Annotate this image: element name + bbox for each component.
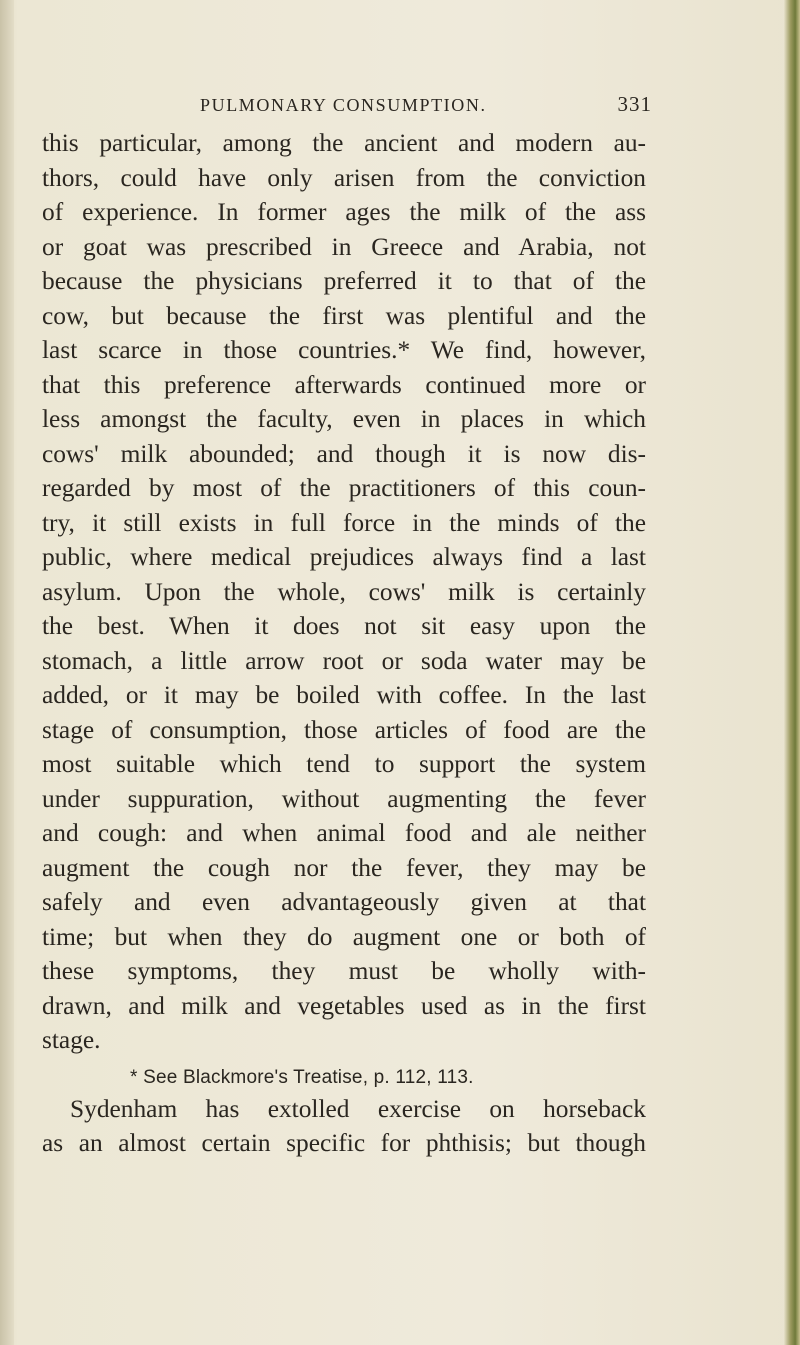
text-line: thors, could have only arisen from the conviction	[42, 163, 646, 192]
text-line: stomach, a little arrow root or soda water may be	[42, 646, 646, 675]
running-head-title: PULMONARY CONSUMPTION.	[200, 95, 487, 115]
text-line: stage of consumption, those articles of food are the	[42, 715, 646, 744]
page-right-edge	[784, 0, 800, 1345]
text-line: cow, but because the first was plentiful and the	[42, 301, 646, 330]
footnote: * See Blackmore's Treatise, p. 112, 113.	[130, 1067, 474, 1088]
text-line: most suitable which tend to support the system	[42, 750, 646, 778]
text-line: added, or it may be boiled with coffee. In the last	[42, 681, 646, 709]
text-line: the best. When it does not sit easy upon the	[42, 612, 646, 640]
text-line: of experience. In former ages the milk of the ass	[42, 198, 646, 226]
text-line: less amongst the faculty, even in places in which	[42, 405, 646, 433]
text-line: that this preference afterwards continued more or	[42, 370, 646, 399]
running-head	[200, 92, 652, 117]
text-line: and cough: and when animal food and ale neither	[42, 819, 646, 847]
text-line: cows' milk abounded; and though it is now dis-	[42, 439, 646, 468]
text-line: these symptoms, they must be wholly with-	[42, 957, 646, 985]
text-line: stage.	[42, 1026, 101, 1054]
paragraph-1	[42, 126, 646, 1058]
page-left-edge	[0, 0, 14, 1345]
text-line: or goat was prescribed in Greece and Arabia, not	[42, 232, 646, 261]
text-line: drawn, and milk and vegetables used as in the first	[42, 991, 646, 1020]
page-number: 331	[617, 92, 652, 116]
text-line: this particular, among the ancient and modern au-	[42, 129, 646, 157]
text-line: asylum. Upon the whole, cows' milk is certainly	[42, 577, 646, 606]
text-line: augment the cough nor the fever, they may be	[42, 853, 646, 882]
text-line: safely and even advantageously given at that	[42, 888, 646, 916]
text-line: last scarce in those countries.* We find, however,	[42, 336, 646, 364]
text-line: under suppuration, without augmenting the fever	[42, 784, 646, 813]
text-line: time; but when they do augment one or both of	[42, 922, 646, 951]
body-text	[42, 126, 646, 1161]
text-line: as an almost certain specific for phthisis; but though	[42, 1129, 646, 1157]
text-line: public, where medical prejudices always find a last	[42, 543, 646, 571]
text-line: regarded by most of the practitioners of this coun-	[42, 474, 646, 502]
text-line: Sydenham has extolled exercise on horseback	[70, 1094, 646, 1123]
text-line: try, it still exists in full force in the minds of the	[42, 508, 646, 537]
paragraph-2	[42, 1092, 646, 1161]
text-line: because the physicians preferred it to that of the	[42, 267, 646, 295]
